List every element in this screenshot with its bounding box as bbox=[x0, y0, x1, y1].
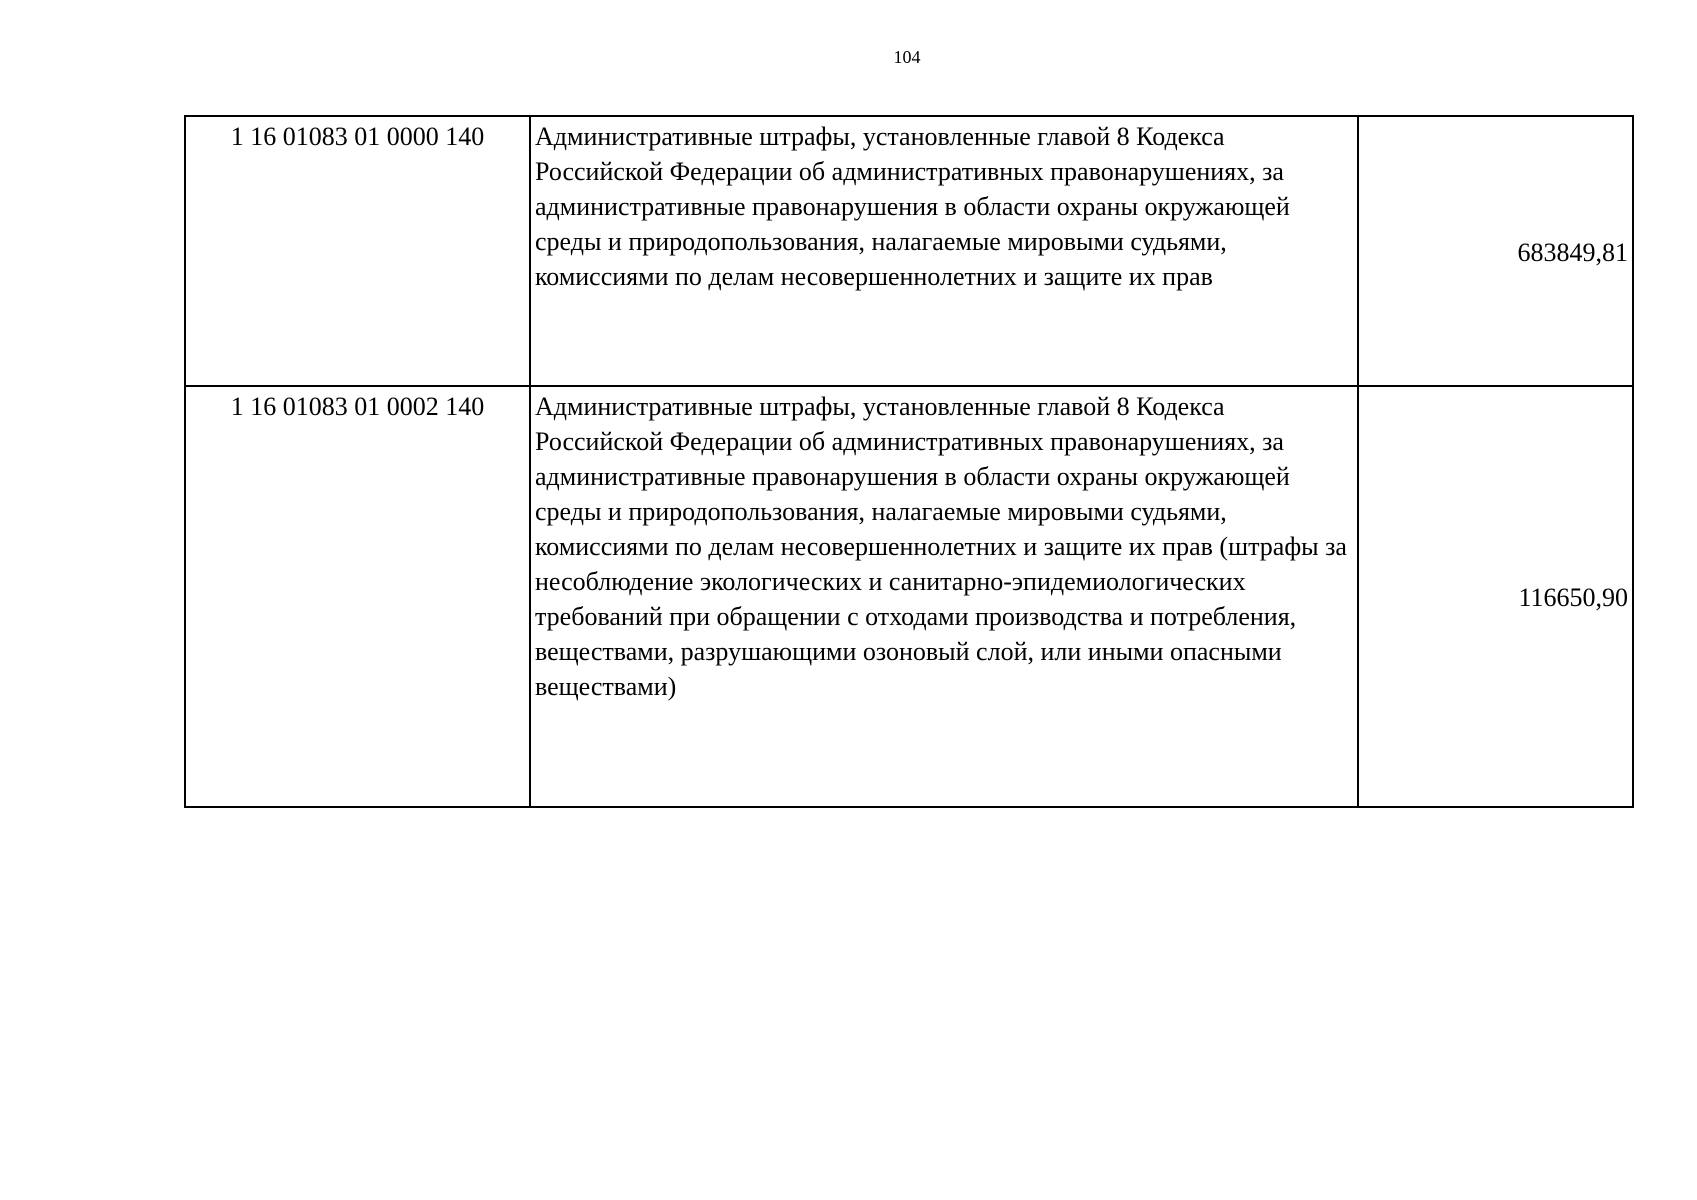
amount-cell: 683849,81 bbox=[1358, 116, 1633, 386]
budget-code-cell: 1 16 01083 01 0002 140 bbox=[185, 386, 530, 807]
table-row bbox=[185, 386, 1633, 807]
description-cell: Административные штрафы, установленные главой 8 Кодекса Российской Федерации об административных правонарушениях, за административные правонарушения в области охраны окружающей среды и природопользования, налагаемые мировыми судьями, комиссиями по делам несовершеннолетних и защите их прав (штрафы за несоблюдение экологических и санитарно-эпидемиологических требований при обращении с отходами производства и потребления, веществами, разрушающими озоновый слой, или иными опасными веществами) bbox=[530, 386, 1358, 807]
budget-code-cell: 1 16 01083 01 0000 140 bbox=[185, 116, 530, 386]
amount-cell: 116650,90 bbox=[1358, 386, 1633, 807]
budget-table bbox=[184, 115, 1634, 808]
table-row bbox=[185, 116, 1633, 386]
description-cell: Административные штрафы, установленные главой 8 Кодекса Российской Федерации об административных правонарушениях, за административные правонарушения в области охраны окружающей среды и природопользования, налагаемые мировыми судьями, комиссиями по делам несовершеннолетних и защите их прав bbox=[530, 116, 1358, 386]
page-number: 104 bbox=[893, 47, 921, 67]
